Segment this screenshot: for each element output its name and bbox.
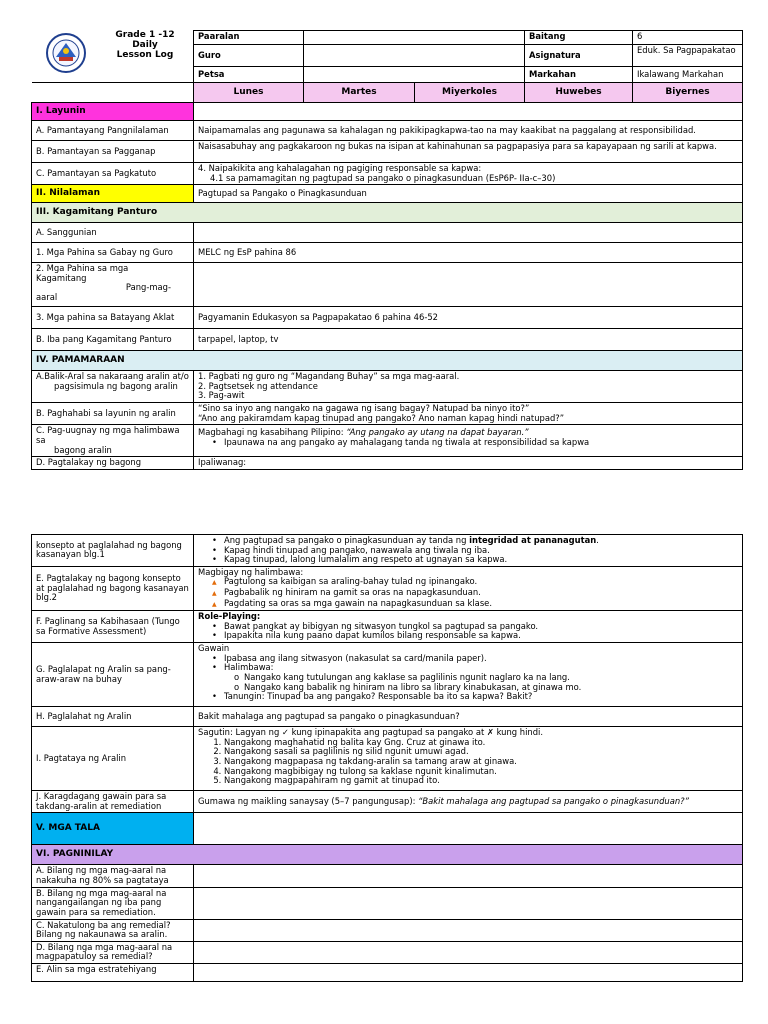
row-kagamitan-value <box>194 263 743 307</box>
lesson-log-table-page1 <box>31 30 743 470</box>
label-date: Petsa <box>194 67 304 83</box>
header-logo-cell <box>32 31 194 83</box>
row-paghahabi-label: B. Paghahabi sa layunin ng aralin <box>32 403 194 425</box>
section-pagninilay: VI. PAGNINILAY <box>32 845 743 865</box>
row-pag-uugnay-label: C. Pag-uugnay ng mga halimbawa sa bagong aralin <box>32 425 194 457</box>
day-thursday: Huwebes <box>525 83 633 103</box>
row-paglalahat-label: H. Paglalahat ng Aralin <box>32 707 194 727</box>
row-gabay-value: MELC ng EsP pahina 86 <box>194 243 743 263</box>
row-paghahabi-value: “Sino sa inyo ang nangako na gagawa ng isang bagay? Natupad ba ninyo ito?” “Ano ang pakiramdam kapag tinupad ang pangako? Ano naman kapag hindi natupad?” <box>194 403 743 425</box>
row-pagtalakay1-value: • Ang pagtupad sa pangako o pinagkasunduan ay tanda ng integridad at pananagutan. • Kapag hindi tinupad ang pangako, nawawala ang tiwala ng iba. • Kapag tinupad, lalong lumalalim ang respeto at ugnayan sa kapwa. <box>194 535 743 567</box>
row-pagganap-label: B. Pamantayan sa Pagganap <box>32 141 194 163</box>
value-teacher[interactable] <box>304 45 525 67</box>
row-pagninilay-d-label: D. Bilang nga mga mag-aaral na magpapatuloy sa remedial? <box>32 941 194 963</box>
section-kagamitan: III. Kagamitang Panturo <box>32 203 743 223</box>
value-date[interactable] <box>304 67 525 83</box>
row-pangnilalaman-label: A. Pamantayang Pangnilalaman <box>32 121 194 141</box>
section-pamamaraan: IV. PAMAMARAAN <box>32 351 743 371</box>
row-kagamitan-label: 2. Mga Pahina sa mga Kagamitang Pang-mag- aaral <box>32 263 194 307</box>
day-friday: Biyernes <box>633 83 743 103</box>
row-pagkatuto-value: 4. Naipakikita ang kahalagahan ng pagiging responsable sa kapwa: 4.1 sa pamamagitan ng pagtupad sa pangako o pinagkasunduan (EsP6P- IIa-c–30) <box>194 163 743 185</box>
section-mga-tala: V. MGA TALA <box>32 813 194 845</box>
row-sanggunian-value <box>194 223 743 243</box>
value-school[interactable] <box>304 31 525 45</box>
label-grade: Baitang <box>525 31 633 45</box>
lesson-log-title: Grade 1 -12 Daily Lesson Log <box>115 30 175 60</box>
day-monday: Lunes <box>194 83 304 103</box>
row-pagninilay-a-value[interactable] <box>194 865 743 887</box>
label-subject: Asignatura <box>525 45 633 67</box>
row-karagdagan-label: J. Karagdagang gawain para sa takdang-aralin at remediation <box>32 791 194 813</box>
value-grade[interactable]: 6 <box>633 31 743 45</box>
row-pagtalakay2-value: Magbigay ng halimbawa: ▲ Pagtulong sa kaibigan sa araling-bahay tulad ng ipinangako. ▲ Pagbabalik ng hiniram na gamit sa oras na napagkasunduan. ▲ Pagdating sa oras sa mga gawain na napagkasunduan sa klase. <box>194 566 743 610</box>
row-kabihasaan-value: Role-Playing: • Bawat pangkat ay bibigyan ng sitwasyon tungkol sa pagtupad sa pangako. • Ipapakita nila kung paano dapat kumilos bilang responsable sa kapwa. <box>194 611 743 643</box>
row-paglalahat-value: Bakit mahalaga ang pagtupad sa pangako o pinagkasunduan? <box>194 707 743 727</box>
row-pagninilay-e-label: E. Alin sa mga estratehiyang <box>32 963 194 981</box>
row-pagninilay-a-label: A. Bilang ng mga mag-aaral na nakakuha ng 80% sa pagtataya <box>32 865 194 887</box>
row-pagninilay-c-label: C. Nakatulong ba ang remedial? Bilang ng nakaunawa sa aralin. <box>32 919 194 941</box>
row-balik-aral-value: 1. Pagbati ng guro ng “Magandang Buhay” sa mga mag-aaral. 2. Pagtsetsek ng attendance 3. Pag-awit <box>194 371 743 403</box>
row-aklat-label: 3. Mga pahina sa Batayang Aklat <box>32 307 194 329</box>
row-pangnilalaman-value: Naipamamalas ang pagunawa sa kahalagan ng pakikipagkapwa-tao na may kaakibat na paggalang at responsibilidad. <box>194 121 743 141</box>
value-quarter[interactable]: Ikalawang Markahan <box>633 67 743 83</box>
days-blank-cell <box>32 83 194 103</box>
row-pagninilay-e-value[interactable] <box>194 963 743 981</box>
row-balik-aral-label: A.Balik-Aral sa nakaraang aralin at/o pagsisimula ng bagong aralin <box>32 371 194 403</box>
row-gabay-label: 1. Mga Pahina sa Gabay ng Guro <box>32 243 194 263</box>
row-pagninilay-b-value[interactable] <box>194 887 743 919</box>
row-pagtataya-label: I. Pagtataya ng Aralin <box>32 727 194 791</box>
row-pagninilay-c-value[interactable] <box>194 919 743 941</box>
label-teacher: Guro <box>194 45 304 67</box>
row-iba-value: tarpapel, laptop, tv <box>194 329 743 351</box>
row-paglalapat-label: G. Paglalapat ng Aralin sa pang-araw-araw na buhay <box>32 643 194 707</box>
row-pagganap-value: Naisasabuhay ang pagkakaroon ng bukas na isipan at kahinahunan sa pagpapasiya para sa kapayapaan ng sarili at kapwa. <box>194 141 743 163</box>
value-subject[interactable]: Eduk. Sa Pagpapakatao <box>633 45 743 67</box>
day-tuesday: Martes <box>304 83 415 103</box>
lesson-log-table-page2 <box>31 534 743 982</box>
section-nilalaman: II. Nilalaman <box>32 185 194 203</box>
row-pagtalakay1-intro: Ipaliwanag: <box>194 457 743 470</box>
row-pagkatuto-label: C. Pamantayan sa Pagkatuto <box>32 163 194 185</box>
row-kabihasaan-label: F. Paglinang sa Kabihasaan (Tungo sa Formative Assessment) <box>32 611 194 643</box>
row-pagtalakay1-label: konsepto at paglalahad ng bagong kasanayan blg.1 <box>32 535 194 567</box>
row-karagdagan-value: Gumawa ng maikling sanaysay (5–7 pangungusap): “Bakit mahalaga ang pagtupad sa pangako o pinagkasunduan?” <box>194 791 743 813</box>
row-iba-label: B. Iba pang Kagamitang Panturo <box>32 329 194 351</box>
section-layunin: I. Layunin <box>32 103 194 121</box>
row-pagtalakay2-label: E. Pagtalakay ng bagong konsepto at paglalahad ng bagong kasanayan blg.2 <box>32 566 194 610</box>
mga-tala-value[interactable] <box>194 813 743 845</box>
label-school: Paaralan <box>194 31 304 45</box>
row-aklat-value: Pagyamanin Edukasyon sa Pagpapakatao 6 pahina 46-52 <box>194 307 743 329</box>
day-wednesday: Miyerkoles <box>415 83 525 103</box>
row-paglalapat-value: Gawain • Ipabasa ang ilang sitwasyon (nakasulat sa card/manila paper). • Halimbawa: o Nangako kang tutulungan ang kaklase sa paglilinis ngunit naglaro ka na lang. o Nangako kang babalik ng hiniram na libro sa library kinabukasan, at ginawa mo. • Tanungin: Tinupad ba ang pangako? Responsable ba ito sa kapwa? Bakit? <box>194 643 743 707</box>
label-quarter: Markahan <box>525 67 633 83</box>
row-pagninilay-d-value[interactable] <box>194 941 743 963</box>
layunin-blank <box>194 103 743 121</box>
nilalaman-value: Pagtupad sa Pangako o Pinagkasunduan <box>194 185 743 203</box>
row-pagninilay-b-label: B. Bilang ng mga mag-aaral na nangangailangan ng iba pang gawain para sa remediation. <box>32 887 194 919</box>
row-sanggunian-label: A. Sanggunian <box>32 223 194 243</box>
row-pagtalakay1-label-top: D. Pagtalakay ng bagong <box>32 457 194 470</box>
row-pag-uugnay-value: Magbahagi ng kasabihang Pilipino: “Ang pangako ay utang na dapat bayaran.” • Ipaunawa na ang pangako ay mahalagang tanda ng tiwala at responsibilidad sa kapwa <box>194 425 743 457</box>
row-pagtataya-value: Sagutin: Lagyan ng ✓ kung ipinapakita ang pagtupad sa pangako at ✗ kung hindi. 1. Nangakong maghahatid ng balita kay Gng. Cruz at ginawa ito. 2. Nangakong sasali sa paglilinis ng silid ngunit umuwi agad. 3. Nangakong magpapasa ng takdang-aralin sa tamang araw at ginawa. 4. Nangakong magbibigay ng tulong sa kaklase ngunit kinalimutan. 5. Nangakong magpapahiram ng gamit at tinupad ito. <box>194 727 743 791</box>
